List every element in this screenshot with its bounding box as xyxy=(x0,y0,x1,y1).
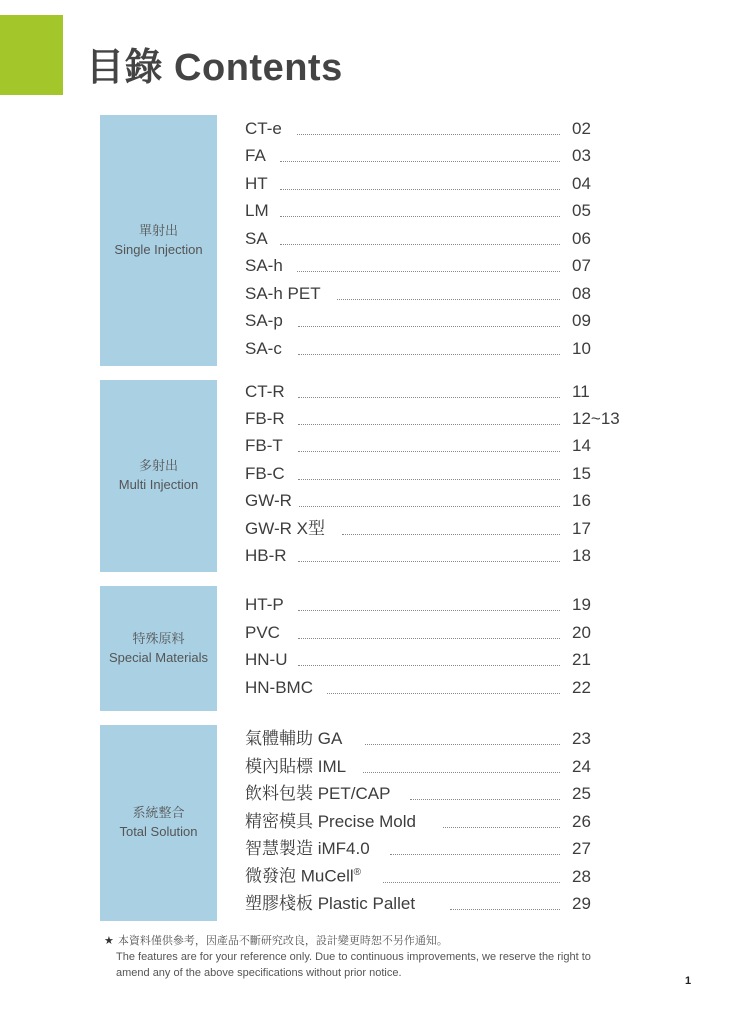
toc-entry[interactable] xyxy=(245,172,605,196)
registered-mark: ® xyxy=(353,867,361,879)
entry-page: 06 xyxy=(572,229,591,248)
entry-label: SA-p xyxy=(245,311,283,330)
dot-leader xyxy=(298,610,560,611)
dot-leader xyxy=(298,326,560,327)
dot-leader xyxy=(298,665,560,666)
section-name-en: Special Materials xyxy=(109,649,208,665)
toc-entry[interactable] xyxy=(245,865,605,889)
toc-entry[interactable] xyxy=(245,489,605,513)
entry-page: 12~13 xyxy=(572,409,620,428)
dot-leader xyxy=(363,772,560,773)
footnote-en-line-1: The features are for your reference only. Due to continuous improvements, we reserve the right to xyxy=(116,951,591,963)
entry-label: CT-R xyxy=(245,382,285,401)
section-name-zh: 特殊原料 xyxy=(132,631,185,647)
dot-leader xyxy=(280,189,560,190)
toc-entry[interactable] xyxy=(245,810,605,834)
entry-page: 10 xyxy=(572,339,591,358)
footnote-en-line-2: amend any of the above specifications without prior notice. xyxy=(116,967,402,979)
entry-label: HB-R xyxy=(245,546,287,565)
entry-label: 精密模具 Precise Mold xyxy=(245,812,416,831)
toc-entry[interactable] xyxy=(245,199,605,223)
section-name-zh: 系統整合 xyxy=(132,806,185,821)
entry-label: 模內貼標 IML xyxy=(245,757,347,776)
toc-entry[interactable] xyxy=(245,782,605,806)
entry-page: 29 xyxy=(572,894,591,913)
entry-label: FB-T xyxy=(245,436,283,455)
dot-leader xyxy=(280,216,560,217)
entry-page: 08 xyxy=(572,284,591,303)
toc-entry[interactable] xyxy=(245,837,605,861)
dot-leader xyxy=(443,827,560,828)
dot-leader xyxy=(298,638,560,639)
entry-page: 18 xyxy=(572,546,591,565)
toc-entry[interactable] xyxy=(245,254,605,278)
dot-leader xyxy=(298,451,560,452)
entry-page: 14 xyxy=(572,436,591,455)
toc-entry[interactable] xyxy=(245,727,605,751)
dot-leader xyxy=(390,854,560,855)
section-name-en: Multi Injection xyxy=(118,477,199,492)
dot-leader xyxy=(297,271,560,272)
entry-page: 03 xyxy=(572,146,591,165)
entry-label: HN-U xyxy=(245,650,288,669)
entry-label: SA xyxy=(245,229,268,248)
section-label-special-materials xyxy=(100,586,217,711)
entry-page: 28 xyxy=(572,867,591,886)
dot-leader xyxy=(280,161,560,162)
section-label-single-injection xyxy=(100,115,217,366)
entry-page: 09 xyxy=(572,311,591,330)
dot-leader xyxy=(337,299,560,300)
entry-page: 26 xyxy=(572,812,591,831)
dot-leader xyxy=(298,424,560,425)
dot-leader xyxy=(280,244,560,245)
entry-label: HN-BMC xyxy=(245,678,313,697)
entry-page: 27 xyxy=(572,839,591,858)
dot-leader xyxy=(410,799,560,800)
toc-entry[interactable] xyxy=(245,144,605,168)
section-name-zh: 多射出 xyxy=(138,459,178,474)
toc-entry[interactable] xyxy=(245,544,605,568)
entry-page: 05 xyxy=(572,201,591,220)
dot-leader xyxy=(298,479,560,480)
toc-entry[interactable] xyxy=(245,337,605,361)
entry-label: HT-P xyxy=(245,595,284,614)
entry-label: SA-h PET xyxy=(245,284,321,303)
entry-label xyxy=(245,863,361,887)
toc-entry[interactable] xyxy=(245,462,605,486)
toc-entry[interactable] xyxy=(245,309,605,333)
toc-entry[interactable] xyxy=(245,593,605,617)
toc-entry[interactable] xyxy=(245,755,605,779)
entry-page: 20 xyxy=(572,623,591,642)
toc-entry[interactable] xyxy=(245,676,605,700)
entry-label: 氣體輔助 GA xyxy=(245,729,343,748)
entry-page: 25 xyxy=(572,784,591,803)
entry-label-text: 微發泡 MuCell xyxy=(245,867,354,886)
entry-label: 塑膠棧板 Plastic Pallet xyxy=(245,894,416,913)
entry-page: 15 xyxy=(572,464,591,483)
entry-label: HT xyxy=(245,174,268,193)
entry-page: 19 xyxy=(572,595,591,614)
dot-leader xyxy=(299,506,560,507)
section-name-zh: 單射出 xyxy=(138,223,178,239)
entry-label: FB-C xyxy=(245,464,285,483)
toc-entry[interactable] xyxy=(245,407,620,431)
toc-entry[interactable] xyxy=(245,117,605,141)
entry-page: 04 xyxy=(572,174,591,193)
toc-entry[interactable] xyxy=(245,434,605,458)
footnote-zh: 本資料僅供參考，因產品不斷研究改良，設計變更時恕不另作通知。 xyxy=(117,935,448,947)
entry-page: 24 xyxy=(572,757,591,776)
entry-label: 飲料包裝 PET/CAP xyxy=(245,784,391,803)
footnote-zh-line xyxy=(104,933,604,949)
entry-page: 07 xyxy=(572,256,591,275)
entry-page: 22 xyxy=(572,678,591,697)
entry-label: FA xyxy=(245,146,266,165)
entry-page: 16 xyxy=(572,491,591,510)
toc-entry[interactable] xyxy=(245,227,605,251)
page-title: 目錄 Contents xyxy=(86,47,343,89)
entry-label: CT-e xyxy=(245,119,282,138)
entry-page: 21 xyxy=(572,650,591,669)
entry-page: 11 xyxy=(572,382,590,401)
footnote xyxy=(104,933,604,981)
page-number: 1 xyxy=(685,975,692,987)
dot-leader xyxy=(365,744,560,745)
dot-leader xyxy=(450,909,560,910)
section-label-multi-injection xyxy=(100,380,217,572)
toc-entry[interactable] xyxy=(245,517,605,541)
dot-leader xyxy=(298,561,560,562)
toc-entry[interactable] xyxy=(245,282,605,306)
entry-page: 23 xyxy=(572,729,591,748)
section-label-total-solution xyxy=(100,725,217,921)
star-icon: ★ xyxy=(104,935,114,947)
entry-label: SA-h xyxy=(245,256,283,275)
toc-entry[interactable] xyxy=(245,380,605,404)
dot-leader xyxy=(298,397,560,398)
entry-label: GW-R X型 xyxy=(245,519,325,538)
entry-page: 02 xyxy=(572,119,591,138)
dot-leader xyxy=(298,354,560,355)
toc-entry[interactable] xyxy=(245,892,605,916)
entry-page: 17 xyxy=(572,519,591,538)
dot-leader xyxy=(297,134,560,135)
accent-green-block xyxy=(0,15,63,95)
entry-label: LM xyxy=(245,201,269,220)
toc-entry[interactable] xyxy=(245,621,605,645)
section-name-en: Total Solution xyxy=(119,824,198,839)
section-name-en: Single Injection xyxy=(114,241,203,257)
entry-label: SA-c xyxy=(245,339,282,358)
entry-label: 智慧製造 iMF4.0 xyxy=(245,839,370,858)
entry-label: FB-R xyxy=(245,409,285,428)
dot-leader xyxy=(383,882,560,883)
toc-entry[interactable] xyxy=(245,648,605,672)
dot-leader xyxy=(342,534,560,535)
entry-label: PVC xyxy=(245,623,280,642)
dot-leader xyxy=(327,693,560,694)
entry-label: GW-R xyxy=(245,491,292,510)
